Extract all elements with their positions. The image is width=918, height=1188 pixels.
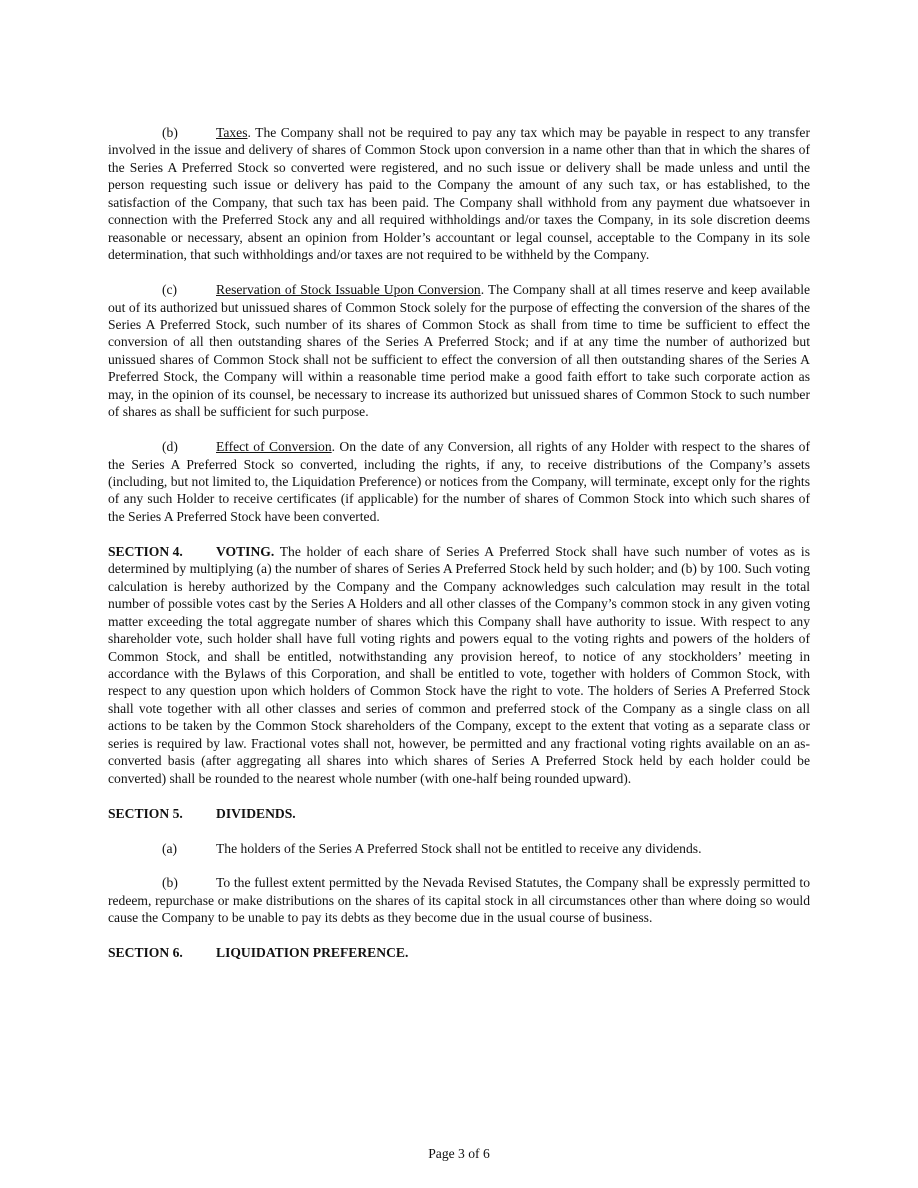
section-number: SECTION 5. — [108, 805, 183, 821]
section-5-heading — [108, 805, 810, 822]
paragraph-text: . The Company shall at all times reserve and keep available out of its authorized but unissued shares of Common Stock solely for the purpose of effecting the conversion of the shares of the Series A Preferred Stock, such number of its shares of Common Stock as shall from time to time be sufficient to effect the conversion of all then outstanding shares of the Series A Preferred Stock; and if at any time the number of authorized but unissued shares of Common Stock shall not be sufficient to effect the conversion of all then outstanding shares of the Series A Preferred Stock, the Company will within a reasonable time period make a good faith effort to take such corporate action as may, in the opinion of its counsel, be necessary to increase its authorized but unissued shares of Common Stock to such number of shares as shall be sufficient for such purpose. — [108, 282, 811, 420]
paragraph-heading: Effect of Conversion — [216, 439, 332, 455]
section-number: SECTION 4. — [108, 543, 183, 559]
section-title: LIQUIDATION PREFERENCE. — [216, 945, 409, 961]
paragraph-effect-of-conversion — [108, 438, 810, 525]
paragraph-label: (c) — [162, 282, 178, 298]
paragraph-reservation — [108, 281, 810, 421]
section-4-voting — [108, 543, 810, 787]
paragraph-label: (b) — [162, 875, 178, 891]
paragraph-label: (b) — [162, 125, 178, 140]
section-text: The holder of each share of Series A Preferred Stock shall have such number of votes as is determined by multiplying (a) the number of shares of Series A Preferred Stock held by such holder; and (b) by 100. Such voting calculation is hereby authorized by the Company and the Company acknowledges such calculation may result in the total number of possible votes cast by the Series A Holders and all other classes of the Company’s common stock in any given voting matter exceeding the total aggregate number of shares which this Company shall have authority to issue. With respect to any shareholder vote, such holder shall have full voting rights and powers equal to the voting rights and powers of the holders of Common Stock, and shall be entitled, notwithstanding any provision hereof, to notice of any stockholders’ meeting in accordance with the Bylaws of this Corporation, and shall be entitled to vote, together with holders of Common Stock, with respect to any question upon which holders of Common Stock have the right to vote. The holders of Series A Preferred Stock shall vote together with all other classes and series of common and preferred stock of the Company as a single class on all actions to be taken by the Common Stock shareholders of the Company, except to the extent that voting as a separate class or series is required by law. Fractional votes shall not, however, be permitted and any fractional voting rights available on an as-converted basis (after aggregating all shares into which shares of Series A Preferred Stock held by each holder could be converted) shall be rounded to the nearest whole number (with one-half being rounded upward). — [108, 543, 810, 786]
paragraph-taxes — [108, 124, 810, 264]
paragraph-text: . On the date of any Conversion, all rights of any Holder with respect to the shares of the Series A Preferred Stock so converted, including the rights, if any, to receive distributions of the Company’s assets (including, but not limited to, the Liquidation Preference) or notices from the Company, will terminate, except only for the rights of any such Holder to receive certificates (if applicable) for the number of shares of Common Stock into which such shares of the Series A Preferred Stock have been converted. — [108, 439, 810, 524]
page-number: Page 3 of 6 — [428, 1146, 490, 1161]
paragraph-heading: Reservation of Stock Issuable Upon Conversion — [216, 282, 481, 298]
paragraph-heading: Taxes — [216, 125, 248, 140]
paragraph-text: To the fullest extent permitted by the Nevada Revised Statutes, the Company shall be expressly permitted to redeem, repurchase or make distributions on the shares of its capital stock in all circumstances other than where doing so would cause the Company to be unable to pay its debts as they become due in the usual course of business. — [108, 875, 810, 926]
document-page — [108, 124, 810, 979]
section-6-heading — [108, 944, 810, 961]
paragraph-text: The holders of the Series A Preferred Stock shall not be entitled to receive any dividends. — [216, 840, 702, 856]
paragraph-label: (a) — [162, 840, 178, 856]
paragraph-dividends-a — [108, 840, 810, 857]
paragraph-dividends-b — [108, 874, 810, 926]
section-title: VOTING. — [216, 543, 275, 559]
section-number: SECTION 6. — [108, 945, 183, 961]
paragraph-text: . The Company shall not be required to pay any tax which may be payable in respect to any transfer involved in the issue and delivery of shares of Common Stock upon conversion in a name other than that in which the shares of the Series A Preferred Stock so converted were registered, and no such issue or delivery shall be made unless and until the person requesting such issue or delivery has paid to the Company the amount of any such tax, or has established, to the satisfaction of the Company, that such tax has been paid. The Company shall withhold from any payment due whatsoever in connection with the Preferred Stock any and all required withholdings and/or taxes the Company, in its sole discretion deems reasonable or necessary, absent an opinion from Holder’s accountant or legal counsel, acceptable to the Company in its sole determination, that such withholdings and/or taxes are not required to be withheld by the Company. — [108, 125, 810, 263]
section-title: DIVIDENDS. — [216, 805, 296, 821]
paragraph-label: (d) — [162, 439, 178, 455]
